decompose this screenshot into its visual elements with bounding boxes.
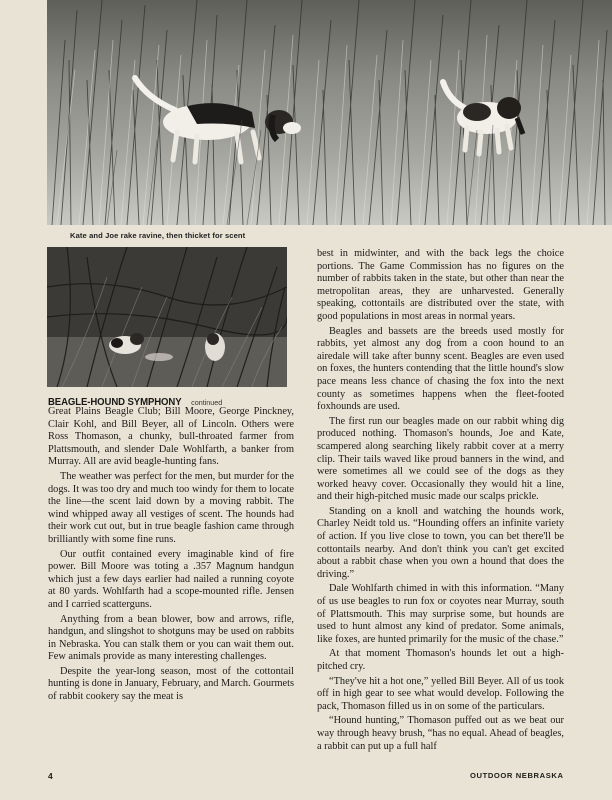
paragraph: “They've hit a hot one,” yelled Bill Beyer. All of us took off in high gear to see what would develop. Following the pack, Thomason filled us in on some of the particulars.	[317, 675, 564, 712]
dogs-in-brush-photo	[47, 247, 287, 387]
paragraph: The first run our beagles made on our rabbit whing dig produced nothing. Thomason's hounds, Joe and Kate, scampered along searching likely rabbit cover at a merry clip. Their tails waved like proud banners in the wind, and were sometimes all we could see of the dogs as they worked heavy cover. Occasionally they would hit a line, and their high-pitched music made our scalps prickle.	[317, 415, 564, 503]
right-text-column	[317, 248, 564, 753]
left-text-column	[48, 406, 294, 704]
paragraph: Beagles and bassets are the breeds used mostly for rabbits, yet almost any dog from a coon hound to an airedale will take after bunny scent. Beagles are even used on foxes, the hunters contending that the little hound's slow pace means less chance of chasing the fox into the next county as sometimes happens when the fleet-footed foxhounds are used.	[317, 325, 564, 413]
paragraph: Great Plains Beagle Club; Bill Moore, George Pinckney, Clair Kohl, and Bill Beyer, all of Lincoln. Others were Ross Thomason, a chunky, bull-throated farmer from Plattsmouth, and slender Dale Wohlfarth, a banker from Murray. All are avid beagle-hunting fans.	[48, 406, 294, 468]
paragraph: Our outfit contained every imaginable kind of fire power. Bill Moore was toting a .357 Magnum handgun which just a few days earlier had nailed a running coyote at 80 yards. Wohlfarth had a scope-mounted rifle. Jensen and I carried scatterguns.	[48, 548, 294, 610]
magazine-name: OUTDOOR NEBRASKA	[470, 771, 564, 780]
paragraph: Dale Wohlfarth chimed in with this information. “Many of us use beagles to run fox or coyotes near Murray, south of Plattsmouth. This may surprise some, but hounds are used to hunt almost any kind of predator. Some animals, like foxes, are hunted primarily for the music of the chase.”	[317, 583, 564, 645]
hound-right	[205, 333, 225, 361]
paragraph: The weather was perfect for the men, but murder for the dogs. It was too dry and much too windy for them to locate the line—the scent laid down by a moving rabbit. The wind whipped away all vestiges of scent. The hounds had their work cut out, but in true beagle fashion came through brilliantly with some fine runs.	[48, 470, 294, 545]
top-photo	[47, 0, 612, 225]
paragraph: best in midwinter, and with the back legs the choice portions. The Game Commission has no figures on the number of rabbits taken in the state, but other than near the metropolitan areas, they are unharvested. Generally speaking, cottontails are distributed over the state, with good populations in most areas in normal years.	[317, 248, 564, 322]
article-title: BEAGLE-HOUND SYMPHONY	[48, 397, 182, 408]
dogs-in-grass-photo	[47, 0, 612, 225]
paragraph: “Hound hunting,” Thomason puffed out as we beat our way through heavy brush, “has no equal. Ahead of beagles, a rabbit can put up a full half	[317, 715, 564, 752]
paragraph: Standing on a knoll and watching the hounds work, Charley Neidt told us. “Hounding offers an infinite variety of action. If you live close to town, you can bet there'll be cottontails nearby. And don't think you can't get excited about a rabbit chase when you own a hound that does the driving.”	[317, 505, 564, 580]
photo-caption: Kate and Joe rake ravine, then thicket for scent	[70, 231, 246, 240]
paragraph: Anything from a bean blower, bow and arrows, rifle, handgun, and slingshot to shotguns may be used on rabbits in Nebraska. You can stalk them or you can wait them out. Few animals provide as many interesting challenges.	[48, 613, 294, 663]
paragraph: At that moment Thomason's hounds let out a high-pitched cry.	[317, 648, 564, 672]
paragraph: Despite the year-long season, most of the cottontail hunting is done in January, February, and March. Gourmets of rabbit cookery say the meat is	[48, 665, 294, 703]
continued-label: continued	[191, 398, 223, 407]
page-number: 4	[48, 771, 53, 781]
middle-photo	[47, 247, 287, 387]
